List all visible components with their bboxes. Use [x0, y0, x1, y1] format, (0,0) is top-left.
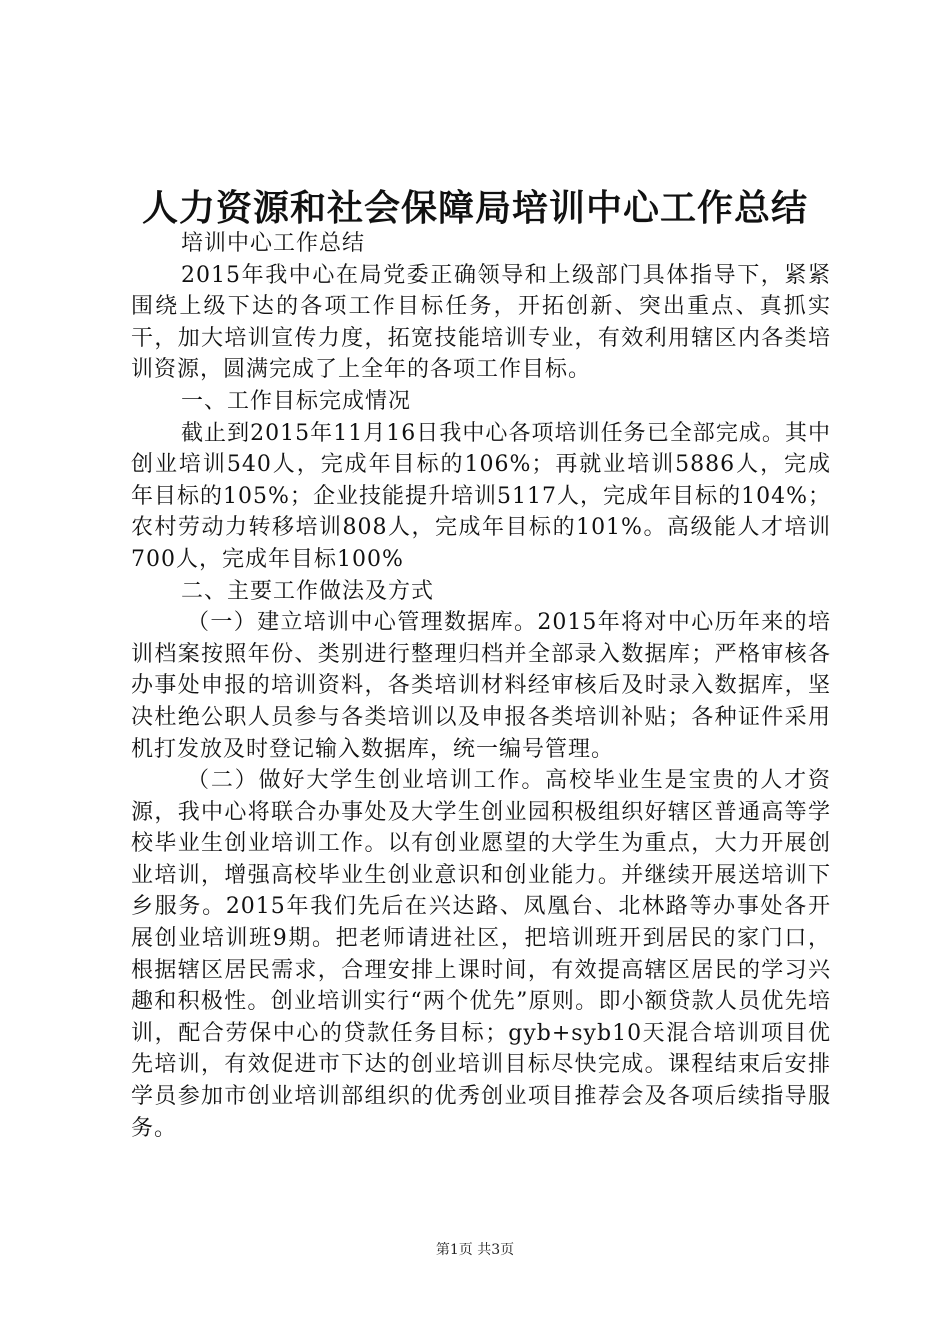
document-title: 人力资源和社会保障局培训中心工作总结 — [141, 187, 808, 229]
subtitle-paragraph: 培训中心工作总结 — [181, 231, 366, 256]
database-paragraph: （一）建立培训中心管理数据库。2015年将对中心历年来的培训档案按照年份、类别进行整理归档并全部录入数据库；严格审核各办事处申报的培训资料，各类培训材料经审核后及时录入数据库，坚决杜绝公职人员参与各类培训以及申报各类培训补贴；各种证件采用机打发放及时登记输入数据库，统一编号管理。 — [131, 610, 831, 762]
section-heading-1: 一、工作目标完成情况 — [181, 388, 412, 414]
page-number-footer: 第1页 共3页 — [435, 1242, 515, 1258]
document-body — [131, 228, 831, 1144]
intro-paragraph: 2015年我中心在局党委正确领导和上级部门具体指导下，紧紧围绕上级下达的各项工作目标任务，开拓创新、突出重点、真抓实干，加大培训宣传力度，拓宽技能培训专业，有效利用辖区内各类培训资源，圆满完成了上全年的各项工作目标。 — [131, 262, 831, 383]
student-training-paragraph: （二）做好大学生创业培训工作。高校毕业生是宝贵的人才资源，我中心将联合办事处及大学生创业园积极组织好辖区普通高等学校毕业生创业培训工作。以有创业愿望的大学生为重点，大力开展创业培训，增强高校毕业生创业意识和创业能力。并继续开展送培训下乡服务。2015年我们先后在兴达路、凤凰台、北林路等办事处各开展创业培训班9期。把老师请进社区，把培训班开到居民的家门口，根据辖区居民需求，合理安排上课时间，有效提高辖区居民的学习兴趣和积极性。创业培训实行“两个优先”原则。即小额贷款人员优先培训，配合劳保中心的贷款任务目标；gyb+syb10天混合培训项目优先培训，有效促进市下达的创业培训目标尽快完成。课程结束后安排学员参加市创业培训部组织的优秀创业项目推荐会及各项后续指导服务。 — [131, 768, 831, 1141]
targets-paragraph: 截止到2015年11月16日我中心各项培训任务已全部完成。其中创业培训540人，完成年目标的106%；再就业培训5886人，完成年目标的105%；企业技能提升培训5117人，完成年目标的104%；农村劳动力转移培训808人，完成年目标的101%。高级能人才培训700人，完成年目标100% — [131, 420, 831, 572]
section-heading-2: 二、主要工作做法及方式 — [181, 578, 435, 604]
